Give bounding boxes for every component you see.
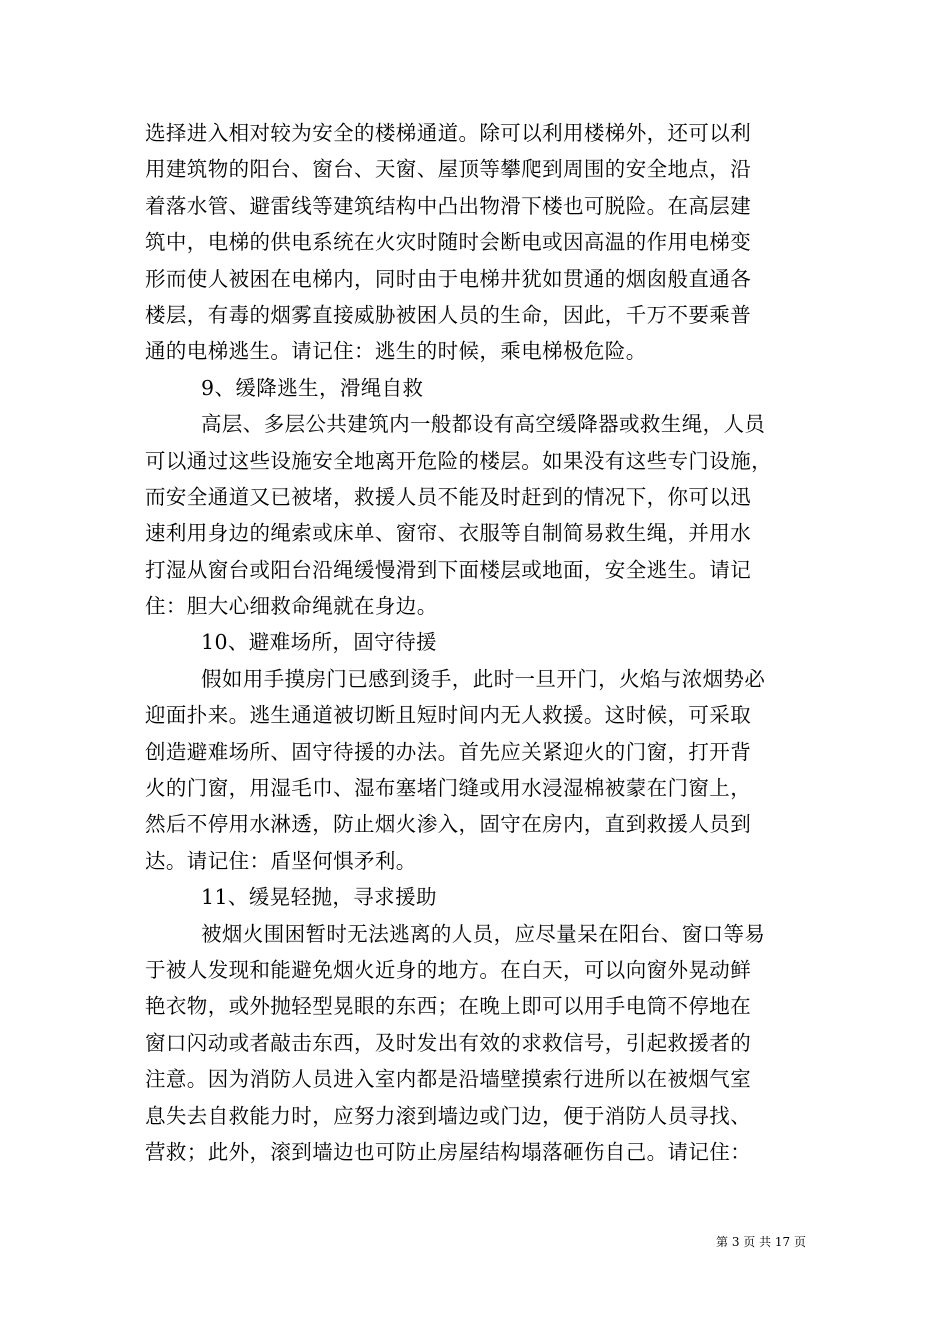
page-number-footer: 第 3 页 共 17 页 <box>716 1235 806 1249</box>
body-text-line: 于被人发现和能避免烟火近身的地方。在白天，可以向窗外晃动鲜 <box>145 957 752 982</box>
body-text-line: 然后不停用水淋透，防止烟火渗入，固守在房内，直到救援人员到 <box>145 812 752 837</box>
section-heading: 10、避难场所，固守待援 <box>201 630 437 655</box>
body-text-line: 速利用身边的绳索或床单、窗帘、衣服等自制简易救生绳，并用水 <box>145 521 752 546</box>
paragraph-first-line: 被烟火围困暂时无法逃离的人员，应尽量呆在阳台、窗口等易 <box>201 921 766 946</box>
body-text-line: 筑中，电梯的供电系统在火灾时随时会断电或因高温的作用电梯变 <box>145 230 752 255</box>
body-text-line: 楼层，有毒的烟雾直接威胁被困人员的生命，因此，千万不要乘普 <box>145 302 752 327</box>
body-text-line: 用建筑物的阳台、窗台、天窗、屋顶等攀爬到周围的安全地点，沿 <box>145 157 752 182</box>
body-text-line: 息失去自救能力时，应努力滚到墙边或门边，便于消防人员寻找、 <box>145 1103 752 1128</box>
paragraph-first-line: 假如用手摸房门已感到烫手，此时一旦开门，火焰与浓烟势必 <box>201 666 766 691</box>
body-text-line: 窗口闪动或者敲击东西，及时发出有效的求救信号，引起救援者的 <box>145 1030 752 1055</box>
body-text-line: 创造避难场所、固守待援的办法。首先应关紧迎火的门窗，打开背 <box>145 739 752 764</box>
section-heading: 9、缓降逃生，滑绳自救 <box>201 375 424 400</box>
body-text-line: 营救；此外，滚到墙边也可防止房屋结构塌落砸伤自己。请记住： <box>145 1139 752 1164</box>
paragraph-first-line: 高层、多层公共建筑内一般都设有高空缓降器或救生绳，人员 <box>201 412 766 437</box>
body-text-line: 通的电梯逃生。请记住：逃生的时候，乘电梯极危险。 <box>145 339 647 364</box>
body-text-line: 可以通过这些设施安全地离开危险的楼层。如果没有这些专门设施， <box>145 448 772 473</box>
body-text-line: 选择进入相对较为安全的楼梯通道。除可以利用楼梯外，还可以利 <box>145 121 752 145</box>
body-text-line: 注意。因为消防人员进入室内都是沿墙壁摸索行进所以在被烟气室 <box>145 1067 752 1092</box>
body-text-line: 形而使人被困在电梯内，同时由于电梯井犹如贯通的烟囱般直通各 <box>145 266 752 291</box>
body-text-line: 火的门窗，用湿毛巾、湿布塞堵门缝或用水浸湿棉被蒙在门窗上， <box>145 776 752 801</box>
body-text-line: 而安全通道又已被堵，救援人员不能及时赶到的情况下，你可以迅 <box>145 484 752 509</box>
document-body <box>145 115 810 1170</box>
body-text-line: 着落水管、避雷线等建筑结构中凸出物滑下楼也可脱险。在高层建 <box>145 193 752 218</box>
body-text-line: 住：胆大心细救命绳就在身边。 <box>145 594 438 619</box>
body-text-line: 打湿从窗台或阳台沿绳缓慢滑到下面楼层或地面，安全逃生。请记 <box>145 557 752 582</box>
body-text-line: 达。请记住：盾坚何惧矛利。 <box>145 848 417 873</box>
body-text-line: 艳衣物，或外抛轻型晃眼的东西；在晚上即可以用手电筒不停地在 <box>145 994 752 1019</box>
body-text-line: 迎面扑来。逃生通道被切断且短时间内无人救援。这时候，可采取 <box>145 703 752 728</box>
section-heading: 11、缓晃轻抛，寻求援助 <box>201 885 437 910</box>
